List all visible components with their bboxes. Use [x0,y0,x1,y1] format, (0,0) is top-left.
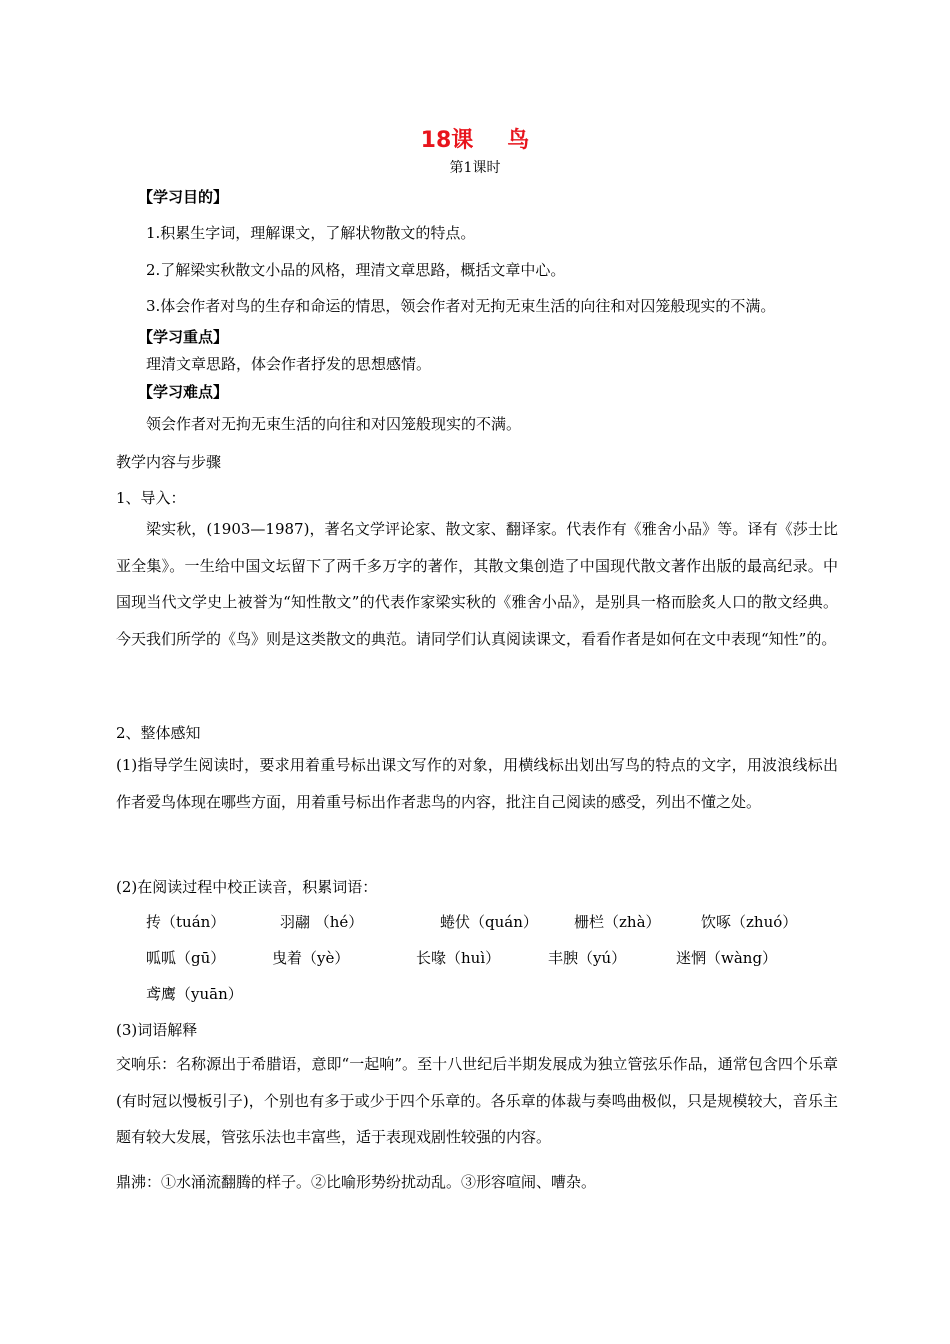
vocab-item: 丰腴（yú） [548,949,627,967]
definition-dingfei: 鼎沸：①水涌流翻腾的样子。②比喻形势纷扰动乱。③形容喧闹、嘈杂。 [116,1173,597,1191]
vocab-item: 长喙（huì） [416,949,501,967]
procedure-heading: 教学内容与步骤 [116,453,222,471]
goals-heading: 【学习目的】 [138,188,229,206]
vocab-item: 迷惘（wàng） [676,949,778,967]
intro-paragraph: 梁实秋，(1903—1987)，著名文学评论家、散文家、翻译家。代表作有《雅舍小品》等。译有《莎士比亚全集》。一生给中国文坛留下了两千多万字的著作，其散文集创造了中国现代散文著作出版的最高纪录。中国现当代文学史上被誉为“知性散文”的代表作家梁实秋的《雅舍小品》，是别具一格而脍炙人口的散文经典。今天我们所学的《鸟》则是这类散文的典范。请同学们认真阅读课文，看看作者是如何在文中表现“知性”的。 [116,520,838,648]
definitions-heading: (3)词语解释 [116,1021,198,1039]
vocab-item: 鸢鹰（yuān） [146,985,243,1003]
pronunciation-heading: (2)在阅读过程中校正读音，积累词语： [116,878,378,896]
vocab-item: 抟（tuán） [146,913,226,931]
goal-item: 2.了解梁实秋散文小品的风格，理清文章思路，概括文章中心。 [146,261,566,279]
step1-heading: 1、导入： [116,489,186,507]
lesson-title [0,123,950,154]
vocab-item: 曳着（yè） [272,949,350,967]
vocab-item: 栅栏（zhà） [574,913,661,931]
focus-text: 理清文章思路，体会作者抒发的思想感情。 [146,355,432,373]
reading-guide-paragraph: (1)指导学生阅读时，要求用着重号标出课文写作的对象，用横线标出划出写鸟的特点的文字，用波浪线标出作者爱鸟体现在哪些方面，用着重号标出作者悲鸟的内容，批注自己阅读的感受，列出不懂之处。 [116,756,838,811]
lesson-subtitle: 第1课时 [449,160,501,176]
focus-heading: 【学习重点】 [138,328,229,346]
definition-symphony: 交响乐：名称源出于希腊语，意即“一起响”。至十八世纪后半期发展成为独立管弦乐作品，通常包含四个乐章(有时冠以慢板引子)，个别也有多于或少于四个乐章的。各乐章的体裁与奏鸣曲极似，只是规模较大，音乐主题有较大发展，管弦乐法也丰富些，适于表现戏剧性较强的内容。 [116,1055,838,1146]
goal-item: 3.体会作者对鸟的生存和命运的情思，领会作者对无拘无束生活的向往和对囚笼般现实的不满。 [146,297,776,315]
vocab-item: 呱呱（gū） [146,949,226,967]
lesson-number: 18课 [420,128,474,153]
difficulty-heading: 【学习难点】 [138,383,229,401]
step2-heading: 2、整体感知 [116,724,201,742]
vocab-item: 蜷伏（quán） [440,913,538,931]
vocab-item: 饮啄（zhuó） [701,913,798,931]
goal-item: 1.积累生字词，理解课文，了解状物散文的特点。 [146,224,476,242]
vocab-item: 羽翮 （hé） [280,913,364,931]
lesson-word: 鸟 [507,128,530,153]
difficulty-text: 领会作者对无拘无束生活的向往和对囚笼般现实的不满。 [146,415,522,433]
